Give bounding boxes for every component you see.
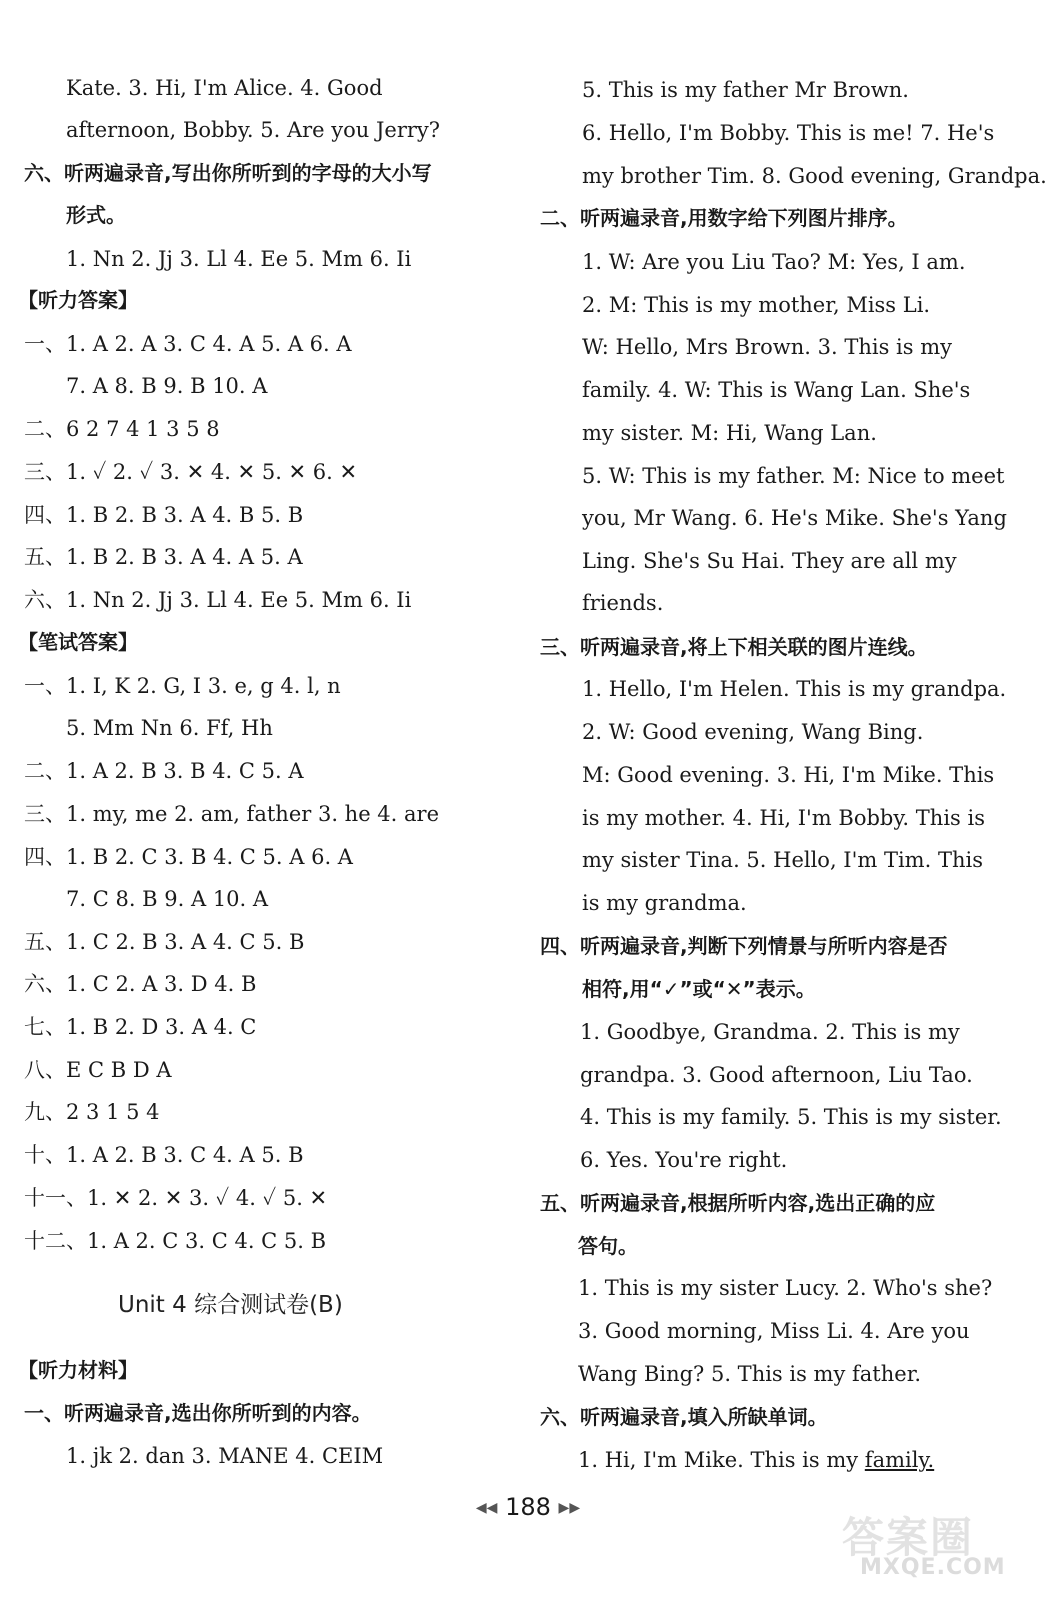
section-title: Unit 4 综合测试卷(B): [118, 1292, 343, 1318]
text-line: 4. This is my family. 5. This is my sister.: [580, 1105, 1002, 1129]
question-heading: 六、听两遍录音,填入所缺单词。: [540, 1405, 828, 1429]
text-line: 1. Goodbye, Grandma. 2. This is my: [580, 1020, 960, 1044]
fill-blank-sentence: 1. Hi, I'm Mike. This is my: [578, 1448, 865, 1472]
question-heading: 答句。: [578, 1234, 638, 1258]
question-heading: 六、听两遍录音,写出你所听到的字母的大小写: [24, 161, 432, 185]
text-line: 1. W: Are you Liu Tao? M: Yes, I am.: [582, 250, 966, 274]
question-heading: 一、听两遍录音,选出你所听到的内容。: [24, 1401, 372, 1425]
answer-line: 八、E C B D A: [24, 1058, 172, 1082]
question-heading: 形式。: [66, 203, 126, 227]
text-line: 5. W: This is my father. M: Nice to meet: [582, 464, 1005, 488]
text-line: my sister. M: Hi, Wang Lan.: [582, 421, 877, 445]
question-heading: 三、听两遍录音,将上下相关联的图片连线。: [540, 635, 928, 659]
text-line: 6. Hello, I'm Bobby. This is me! 7. He's: [582, 121, 995, 145]
answer-line: 十、1. A 2. B 3. C 4. A 5. B: [24, 1143, 304, 1167]
answer-line: 7. C 8. B 9. A 10. A: [66, 887, 269, 911]
page-number: 188: [505, 1493, 551, 1521]
text-line: 1. Nn 2. Jj 3. Ll 4. Ee 5. Mm 6. Ii: [66, 247, 412, 271]
text-line: my sister Tina. 5. Hello, I'm Tim. This: [582, 848, 983, 872]
text-line: is my mother. 4. Hi, I'm Bobby. This is: [582, 806, 985, 830]
text-line: grandpa. 3. Good afternoon, Liu Tao.: [580, 1063, 973, 1087]
answer-line: 五、1. B 2. B 3. A 4. A 5. A: [24, 545, 303, 569]
answer-line: 7. A 8. B 9. B 10. A: [66, 374, 268, 398]
answer-line: 一、1. I, K 2. G, I 3. e, g 4. l, n: [24, 674, 341, 698]
answer-line: 三、1. ✓ 2. ✓ 3. ✕ 4. ✕ 5. ✕ 6. ✕: [24, 460, 358, 484]
text-line: 6. Yes. You're right.: [580, 1148, 788, 1172]
text-line: [578, 1445, 934, 1475]
answer-line: 九、2 3 1 5 4: [24, 1100, 160, 1124]
answer-line: 四、1. B 2. C 3. B 4. C 5. A 6. A: [24, 845, 353, 869]
answer-line: 六、1. C 2. A 3. D 4. B: [24, 972, 257, 996]
answer-line: 五、1. C 2. B 3. A 4. C 5. B: [24, 930, 305, 954]
fill-blank-answer: family.: [864, 1448, 935, 1472]
answer-section-heading: 【听力答案】: [18, 288, 138, 312]
text-line: 5. This is my father Mr Brown.: [582, 78, 909, 102]
answer-line: 二、1. A 2. B 3. B 4. C 5. A: [24, 759, 304, 783]
prev-arrows-icon: ◀◀: [475, 1500, 498, 1516]
watermark-logo: [842, 1505, 1042, 1595]
text-line: Wang Bing? 5. This is my father.: [578, 1362, 922, 1386]
text-line: W: Hello, Mrs Brown. 3. This is my: [582, 335, 952, 359]
text-line: 2. W: Good evening, Wang Bing.: [582, 720, 924, 744]
next-arrows-icon: ▶▶: [558, 1500, 581, 1516]
text-line: family. 4. W: This is Wang Lan. She's: [582, 378, 971, 402]
text-line: 3. Good morning, Miss Li. 4. Are you: [578, 1319, 970, 1343]
answer-line: 四、1. B 2. B 3. A 4. B 5. B: [24, 503, 304, 527]
answer-line: 5. Mm Nn 6. Ff, Hh: [66, 716, 273, 740]
question-heading: 二、听两遍录音,用数字给下列图片排序。: [540, 206, 908, 230]
answer-line: 十二、1. A 2. C 3. C 4. C 5. B: [24, 1229, 327, 1253]
answer-section-heading: 【听力材料】: [18, 1358, 138, 1382]
text-line: afternoon, Bobby. 5. Are you Jerry?: [66, 118, 441, 142]
text-line: Kate. 3. Hi, I'm Alice. 4. Good: [66, 76, 383, 100]
text-line: Ling. She's Su Hai. They are all my: [582, 549, 957, 573]
text-line: M: Good evening. 3. Hi, I'm Mike. This: [582, 763, 995, 787]
text-line: is my grandma.: [582, 891, 747, 915]
answer-line: 七、1. B 2. D 3. A 4. C: [24, 1015, 257, 1039]
text-line: 1. jk 2. dan 3. MANE 4. CEIM: [66, 1444, 384, 1468]
watermark-url: MXQE.COM: [860, 1555, 1006, 1580]
answer-section-heading: 【笔试答案】: [18, 630, 138, 654]
text-line: friends.: [582, 591, 664, 615]
answer-line: 一、1. A 2. A 3. C 4. A 5. A 6. A: [24, 332, 352, 356]
question-heading: 相符,用“✓”或“✕”表示。: [582, 977, 816, 1001]
text-line: you, Mr Wang. 6. He's Mike. She's Yang: [582, 506, 1007, 530]
text-line: 2. M: This is my mother, Miss Li.: [582, 293, 931, 317]
answer-line: 十一、1. ✕ 2. ✕ 3. ✓ 4. ✓ 5. ✕: [24, 1186, 328, 1210]
text-line: 1. Hello, I'm Helen. This is my grandpa.: [582, 677, 1007, 701]
answer-line: 六、1. Nn 2. Jj 3. Ll 4. Ee 5. Mm 6. Ii: [24, 588, 412, 612]
text-line: 1. This is my sister Lucy. 2. Who's she?: [578, 1276, 993, 1300]
answer-line: 二、6 2 7 4 1 3 5 8: [24, 417, 220, 441]
watermark-text: 答案圈: [842, 1513, 975, 1562]
text-line: my brother Tim. 8. Good evening, Grandpa.: [582, 164, 1047, 188]
question-heading: 四、听两遍录音,判断下列情景与所听内容是否: [540, 934, 948, 958]
answer-line: 三、1. my, me 2. am, father 3. he 4. are: [24, 802, 439, 826]
question-heading: 五、听两遍录音,根据所听内容,选出正确的应: [540, 1191, 936, 1215]
